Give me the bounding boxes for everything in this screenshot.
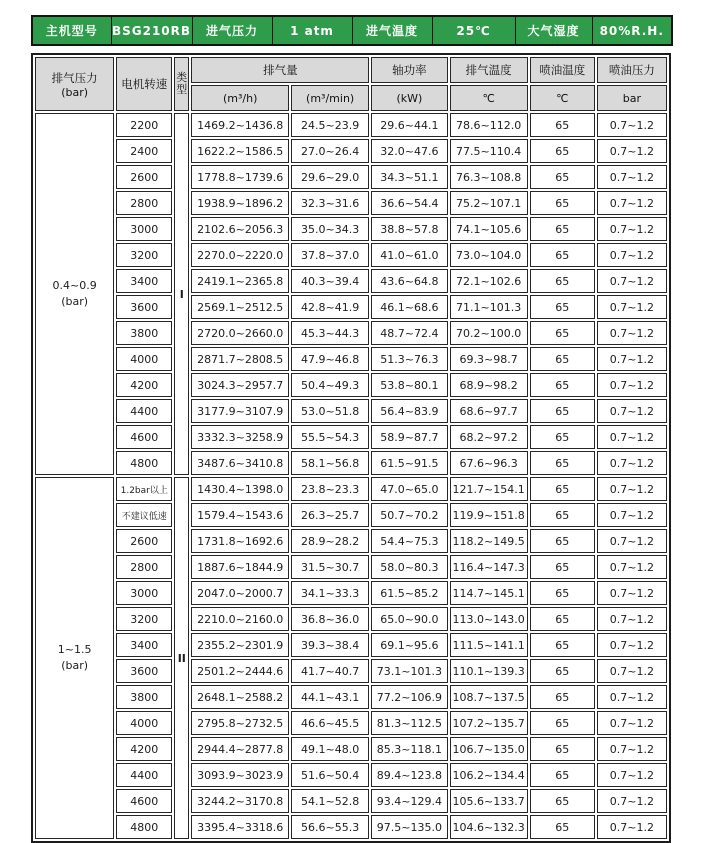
discharge-temp-cell: 69.3~98.7 <box>450 347 528 371</box>
ambient-humidity-value: 80%R.H. <box>592 16 672 45</box>
oil-temp-cell: 65 <box>530 607 595 631</box>
shaft-power-cell: 58.0~80.3 <box>371 555 447 579</box>
flow-m3h-cell: 2419.1~2365.8 <box>191 269 289 293</box>
oil-temp-cell: 65 <box>530 633 595 657</box>
col-header-air-delivery: 排气量 <box>191 57 369 83</box>
table-row <box>35 711 667 735</box>
discharge-temp-cell: 121.7~154.1 <box>450 477 528 501</box>
shaft-power-cell: 54.4~75.3 <box>371 529 447 553</box>
table-row <box>35 581 667 605</box>
motor-speed-cell: 4000 <box>116 711 172 735</box>
discharge-temp-cell: 118.2~149.5 <box>450 529 528 553</box>
oil-pressure-cell: 0.7~1.2 <box>597 633 667 657</box>
flow-m3min-cell: 40.3~39.4 <box>291 269 369 293</box>
flow-m3min-cell: 37.8~37.0 <box>291 243 369 267</box>
flow-m3min-cell: 53.0~51.8 <box>291 399 369 423</box>
flow-m3h-cell: 3177.9~3107.9 <box>191 399 289 423</box>
shaft-power-cell: 43.6~64.8 <box>371 269 447 293</box>
unit-flow-m3h: (m³/h) <box>191 85 289 111</box>
flow-m3h-cell: 2270.0~2220.0 <box>191 243 289 267</box>
oil-pressure-cell: 0.7~1.2 <box>597 295 667 319</box>
motor-speed-cell: 3800 <box>116 685 172 709</box>
flow-m3h-cell: 1938.9~1896.2 <box>191 191 289 215</box>
oil-temp-cell: 65 <box>530 295 595 319</box>
discharge-temp-cell: 72.1~102.6 <box>450 269 528 293</box>
oil-temp-cell: 65 <box>530 113 595 137</box>
oil-pressure-cell: 0.7~1.2 <box>597 191 667 215</box>
oil-pressure-cell: 0.7~1.2 <box>597 581 667 605</box>
unit-power-kw: (kW) <box>371 85 447 111</box>
table-row <box>35 633 667 657</box>
oil-pressure-cell: 0.7~1.2 <box>597 165 667 189</box>
flow-m3h-cell: 1778.8~1739.6 <box>191 165 289 189</box>
table-row <box>35 763 667 787</box>
table-row <box>35 503 667 527</box>
discharge-pressure-range-cell <box>35 477 114 839</box>
oil-temp-cell: 65 <box>530 711 595 735</box>
motor-speed-cell: 3200 <box>116 243 172 267</box>
motor-speed-cell: 4600 <box>116 789 172 813</box>
ambient-humidity-label: 大气湿度 <box>515 16 592 45</box>
shaft-power-cell: 93.4~129.4 <box>371 789 447 813</box>
motor-speed-cell: 3600 <box>116 659 172 683</box>
oil-pressure-cell: 0.7~1.2 <box>597 685 667 709</box>
motor-speed-cell: 3400 <box>116 269 172 293</box>
oil-pressure-cell: 0.7~1.2 <box>597 815 667 839</box>
flow-m3h-cell: 1731.8~1692.6 <box>191 529 289 553</box>
flow-m3min-cell: 27.0~26.4 <box>291 139 369 163</box>
oil-temp-cell: 65 <box>530 685 595 709</box>
table-body <box>35 113 667 839</box>
shaft-power-cell: 69.1~95.6 <box>371 633 447 657</box>
shaft-power-cell: 36.6~54.4 <box>371 191 447 215</box>
shaft-power-cell: 61.5~91.5 <box>371 451 447 475</box>
discharge-temp-cell: 73.0~104.0 <box>450 243 528 267</box>
flow-m3min-cell: 24.5~23.9 <box>291 113 369 137</box>
shaft-power-cell: 73.1~101.3 <box>371 659 447 683</box>
oil-temp-cell: 65 <box>530 763 595 787</box>
col-header-motor-speed: 电机转速 <box>116 57 172 111</box>
table-row <box>35 217 667 241</box>
flow-m3h-cell: 2102.6~2056.3 <box>191 217 289 241</box>
shaft-power-cell: 56.4~83.9 <box>371 399 447 423</box>
discharge-temp-cell: 111.5~141.1 <box>450 633 528 657</box>
motor-speed-cell: 2600 <box>116 165 172 189</box>
oil-pressure-cell: 0.7~1.2 <box>597 477 667 501</box>
spec-header-table <box>31 15 673 46</box>
discharge-temp-cell: 68.2~97.2 <box>450 425 528 449</box>
discharge-temp-cell: 108.7~137.5 <box>450 685 528 709</box>
oil-pressure-cell: 0.7~1.2 <box>597 321 667 345</box>
table-row <box>35 659 667 683</box>
flow-m3min-cell: 51.6~50.4 <box>291 763 369 787</box>
discharge-temp-cell: 106.2~134.4 <box>450 763 528 787</box>
flow-m3min-cell: 29.6~29.0 <box>291 165 369 189</box>
flow-m3h-cell: 2047.0~2000.7 <box>191 581 289 605</box>
oil-temp-cell: 65 <box>530 529 595 553</box>
table-row <box>35 269 667 293</box>
motor-speed-cell: 2800 <box>116 191 172 215</box>
oil-temp-cell: 65 <box>530 555 595 579</box>
table-row <box>35 607 667 631</box>
table-row <box>35 321 667 345</box>
col-header-discharge-pressure-label: 排气压力 <box>51 70 98 85</box>
oil-temp-cell: 65 <box>530 503 595 527</box>
unit-flow-m3min: (m³/min) <box>291 85 369 111</box>
shaft-power-cell: 85.3~118.1 <box>371 737 447 761</box>
motor-speed-cell: 4400 <box>116 763 172 787</box>
discharge-temp-cell: 68.9~98.2 <box>450 373 528 397</box>
flow-m3h-cell: 3024.3~2957.7 <box>191 373 289 397</box>
oil-temp-cell: 65 <box>530 191 595 215</box>
col-header-oil-injection-temp: 喷油温度 <box>530 57 595 83</box>
shaft-power-cell: 81.3~112.5 <box>371 711 447 735</box>
type-cell: II <box>174 477 189 839</box>
inlet-temp-label: 进气温度 <box>352 16 432 45</box>
col-header-oil-injection-pressure: 喷油压力 <box>597 57 667 83</box>
pressure-range-unit: (bar) <box>61 659 89 672</box>
oil-pressure-cell: 0.7~1.2 <box>597 503 667 527</box>
shaft-power-cell: 46.1~68.6 <box>371 295 447 319</box>
spec-header-row <box>32 16 672 45</box>
discharge-temp-cell: 68.6~97.7 <box>450 399 528 423</box>
shaft-power-cell: 65.0~90.0 <box>371 607 447 631</box>
flow-m3h-cell: 2795.8~2732.5 <box>191 711 289 735</box>
motor-speed-cell: 4400 <box>116 399 172 423</box>
flow-m3min-cell: 55.5~54.3 <box>291 425 369 449</box>
flow-m3min-cell: 50.4~49.3 <box>291 373 369 397</box>
flow-m3min-cell: 56.6~55.3 <box>291 815 369 839</box>
table-row <box>35 555 667 579</box>
table-row <box>35 191 667 215</box>
flow-m3min-cell: 49.1~48.0 <box>291 737 369 761</box>
table-row <box>35 373 667 397</box>
type-cell: I <box>174 113 189 475</box>
flow-m3min-cell: 47.9~46.8 <box>291 347 369 371</box>
inlet-pressure-value: 1 atm <box>272 16 352 45</box>
oil-temp-cell: 65 <box>530 815 595 839</box>
discharge-temp-cell: 71.1~101.3 <box>450 295 528 319</box>
motor-speed-cell: 2400 <box>116 139 172 163</box>
flow-m3h-cell: 2501.2~2444.6 <box>191 659 289 683</box>
discharge-temp-cell: 106.7~135.0 <box>450 737 528 761</box>
oil-temp-cell: 65 <box>530 269 595 293</box>
shaft-power-cell: 61.5~85.2 <box>371 581 447 605</box>
discharge-temp-cell: 74.1~105.6 <box>450 217 528 241</box>
oil-temp-cell: 65 <box>530 243 595 267</box>
discharge-pressure-range-cell <box>35 113 114 475</box>
flow-m3min-cell: 23.8~23.3 <box>291 477 369 501</box>
flow-m3min-cell: 44.1~43.1 <box>291 685 369 709</box>
table-row <box>35 685 667 709</box>
discharge-temp-cell: 114.7~145.1 <box>450 581 528 605</box>
unit-oil-temp: ℃ <box>530 85 595 111</box>
motor-speed-cell: 4200 <box>116 373 172 397</box>
flow-m3min-cell: 32.3~31.6 <box>291 191 369 215</box>
column-header-row-1 <box>35 57 667 83</box>
discharge-temp-cell: 116.4~147.3 <box>450 555 528 579</box>
oil-pressure-cell: 0.7~1.2 <box>597 555 667 579</box>
oil-pressure-cell: 0.7~1.2 <box>597 243 667 267</box>
flow-m3min-cell: 46.6~45.5 <box>291 711 369 735</box>
oil-temp-cell: 65 <box>530 165 595 189</box>
shaft-power-cell: 32.0~47.6 <box>371 139 447 163</box>
shaft-power-cell: 38.8~57.8 <box>371 217 447 241</box>
oil-pressure-cell: 0.7~1.2 <box>597 737 667 761</box>
discharge-temp-cell: 105.6~133.7 <box>450 789 528 813</box>
shaft-power-cell: 89.4~123.8 <box>371 763 447 787</box>
motor-speed-cell: 1.2bar以上 <box>116 477 172 501</box>
oil-temp-cell: 65 <box>530 425 595 449</box>
col-header-discharge-pressure <box>35 57 114 111</box>
flow-m3h-cell: 2648.1~2588.2 <box>191 685 289 709</box>
oil-temp-cell: 65 <box>530 347 595 371</box>
col-header-shaft-power: 轴功率 <box>371 57 447 83</box>
col-header-discharge-pressure-unit: (bar) <box>61 85 89 99</box>
oil-pressure-cell: 0.7~1.2 <box>597 659 667 683</box>
unit-oil-pressure: bar <box>597 85 667 111</box>
flow-m3h-cell: 3487.6~3410.8 <box>191 451 289 475</box>
motor-speed-cell: 3800 <box>116 321 172 345</box>
table-row <box>35 165 667 189</box>
table-row <box>35 529 667 553</box>
motor-speed-cell: 3000 <box>116 581 172 605</box>
oil-temp-cell: 65 <box>530 217 595 241</box>
oil-temp-cell: 65 <box>530 659 595 683</box>
flow-m3min-cell: 35.0~34.3 <box>291 217 369 241</box>
oil-temp-cell: 65 <box>530 737 595 761</box>
shaft-power-cell: 48.7~72.4 <box>371 321 447 345</box>
flow-m3h-cell: 2355.2~2301.9 <box>191 633 289 657</box>
table-row <box>35 789 667 813</box>
oil-pressure-cell: 0.7~1.2 <box>597 113 667 137</box>
flow-m3h-cell: 2720.0~2660.0 <box>191 321 289 345</box>
motor-speed-cell: 4600 <box>116 425 172 449</box>
performance-table <box>31 53 671 843</box>
flow-m3min-cell: 58.1~56.8 <box>291 451 369 475</box>
flow-m3h-cell: 2944.4~2877.8 <box>191 737 289 761</box>
oil-temp-cell: 65 <box>530 451 595 475</box>
motor-speed-cell: 2600 <box>116 529 172 553</box>
oil-pressure-cell: 0.7~1.2 <box>597 789 667 813</box>
oil-temp-cell: 65 <box>530 139 595 163</box>
shaft-power-cell: 53.8~80.1 <box>371 373 447 397</box>
shaft-power-cell: 29.6~44.1 <box>371 113 447 137</box>
motor-speed-cell: 4000 <box>116 347 172 371</box>
motor-speed-cell: 4800 <box>116 815 172 839</box>
oil-pressure-cell: 0.7~1.2 <box>597 139 667 163</box>
oil-temp-cell: 65 <box>530 789 595 813</box>
table-row <box>35 451 667 475</box>
oil-pressure-cell: 0.7~1.2 <box>597 217 667 241</box>
oil-pressure-cell: 0.7~1.2 <box>597 373 667 397</box>
flow-m3min-cell: 28.9~28.2 <box>291 529 369 553</box>
discharge-temp-cell: 70.2~100.0 <box>450 321 528 345</box>
oil-pressure-cell: 0.7~1.2 <box>597 763 667 787</box>
shaft-power-cell: 47.0~65.0 <box>371 477 447 501</box>
motor-speed-cell: 3600 <box>116 295 172 319</box>
unit-discharge-temp: ℃ <box>450 85 528 111</box>
col-header-type <box>174 57 189 111</box>
col-header-discharge-temp: 排气温度 <box>450 57 528 83</box>
oil-pressure-cell: 0.7~1.2 <box>597 529 667 553</box>
table-row <box>35 399 667 423</box>
discharge-temp-cell: 113.0~143.0 <box>450 607 528 631</box>
discharge-temp-cell: 119.9~151.8 <box>450 503 528 527</box>
oil-temp-cell: 65 <box>530 581 595 605</box>
motor-speed-cell: 2200 <box>116 113 172 137</box>
oil-pressure-cell: 0.7~1.2 <box>597 347 667 371</box>
machine-model-value: BSG210RB <box>111 16 192 45</box>
flow-m3min-cell: 34.1~33.3 <box>291 581 369 605</box>
oil-pressure-cell: 0.7~1.2 <box>597 607 667 631</box>
flow-m3h-cell: 1622.2~1586.5 <box>191 139 289 163</box>
shaft-power-cell: 41.0~61.0 <box>371 243 447 267</box>
table-row <box>35 139 667 163</box>
machine-model-label: 主机型号 <box>32 16 111 45</box>
flow-m3min-cell: 36.8~36.0 <box>291 607 369 631</box>
motor-speed-cell: 4800 <box>116 451 172 475</box>
col-header-type-char2: 型 <box>176 83 188 96</box>
pressure-range-value: 0.4~0.9 <box>52 279 97 292</box>
motor-speed-cell: 4200 <box>116 737 172 761</box>
table-row <box>35 243 667 267</box>
flow-m3min-cell: 39.3~38.4 <box>291 633 369 657</box>
oil-temp-cell: 65 <box>530 399 595 423</box>
discharge-temp-cell: 75.2~107.1 <box>450 191 528 215</box>
motor-speed-cell: 不建议低速 <box>116 503 172 527</box>
motor-speed-cell: 2800 <box>116 555 172 579</box>
pressure-range-unit: (bar) <box>61 295 89 308</box>
discharge-temp-cell: 76.3~108.8 <box>450 165 528 189</box>
table-row <box>35 477 667 501</box>
oil-temp-cell: 65 <box>530 373 595 397</box>
table-row <box>35 347 667 371</box>
discharge-temp-cell: 104.6~132.3 <box>450 815 528 839</box>
flow-m3min-cell: 42.8~41.9 <box>291 295 369 319</box>
table-row <box>35 737 667 761</box>
flow-m3min-cell: 41.7~40.7 <box>291 659 369 683</box>
pressure-range-value: 1~1.5 <box>57 643 92 656</box>
oil-pressure-cell: 0.7~1.2 <box>597 711 667 735</box>
flow-m3h-cell: 1430.4~1398.0 <box>191 477 289 501</box>
motor-speed-cell: 3000 <box>116 217 172 241</box>
flow-m3h-cell: 3395.4~3318.6 <box>191 815 289 839</box>
flow-m3h-cell: 3093.9~3023.9 <box>191 763 289 787</box>
discharge-temp-cell: 67.6~96.3 <box>450 451 528 475</box>
table-row <box>35 113 667 137</box>
table-row <box>35 815 667 839</box>
col-header-type-char1: 类 <box>176 71 188 84</box>
shaft-power-cell: 97.5~135.0 <box>371 815 447 839</box>
table-row <box>35 295 667 319</box>
oil-pressure-cell: 0.7~1.2 <box>597 399 667 423</box>
discharge-temp-cell: 110.1~139.3 <box>450 659 528 683</box>
motor-speed-cell: 3200 <box>116 607 172 631</box>
flow-m3min-cell: 31.5~30.7 <box>291 555 369 579</box>
flow-m3h-cell: 3244.2~3170.8 <box>191 789 289 813</box>
oil-temp-cell: 65 <box>530 477 595 501</box>
flow-m3h-cell: 2210.0~2160.0 <box>191 607 289 631</box>
flow-m3h-cell: 1579.4~1543.6 <box>191 503 289 527</box>
flow-m3h-cell: 3332.3~3258.9 <box>191 425 289 449</box>
flow-m3min-cell: 45.3~44.3 <box>291 321 369 345</box>
discharge-temp-cell: 107.2~135.7 <box>450 711 528 735</box>
oil-temp-cell: 65 <box>530 321 595 345</box>
flow-m3h-cell: 1469.2~1436.8 <box>191 113 289 137</box>
flow-m3min-cell: 26.3~25.7 <box>291 503 369 527</box>
inlet-pressure-label: 进气压力 <box>192 16 272 45</box>
discharge-temp-cell: 77.5~110.4 <box>450 139 528 163</box>
shaft-power-cell: 77.2~106.9 <box>371 685 447 709</box>
flow-m3h-cell: 1887.6~1844.9 <box>191 555 289 579</box>
flow-m3h-cell: 2569.1~2512.5 <box>191 295 289 319</box>
shaft-power-cell: 58.9~87.7 <box>371 425 447 449</box>
shaft-power-cell: 34.3~51.1 <box>371 165 447 189</box>
oil-pressure-cell: 0.7~1.2 <box>597 425 667 449</box>
shaft-power-cell: 51.3~76.3 <box>371 347 447 371</box>
flow-m3min-cell: 54.1~52.8 <box>291 789 369 813</box>
oil-pressure-cell: 0.7~1.2 <box>597 269 667 293</box>
flow-m3h-cell: 2871.7~2808.5 <box>191 347 289 371</box>
inlet-temp-value: 25℃ <box>432 16 515 45</box>
table-row <box>35 425 667 449</box>
shaft-power-cell: 50.7~70.2 <box>371 503 447 527</box>
oil-pressure-cell: 0.7~1.2 <box>597 451 667 475</box>
motor-speed-cell: 3400 <box>116 633 172 657</box>
discharge-temp-cell: 78.6~112.0 <box>450 113 528 137</box>
